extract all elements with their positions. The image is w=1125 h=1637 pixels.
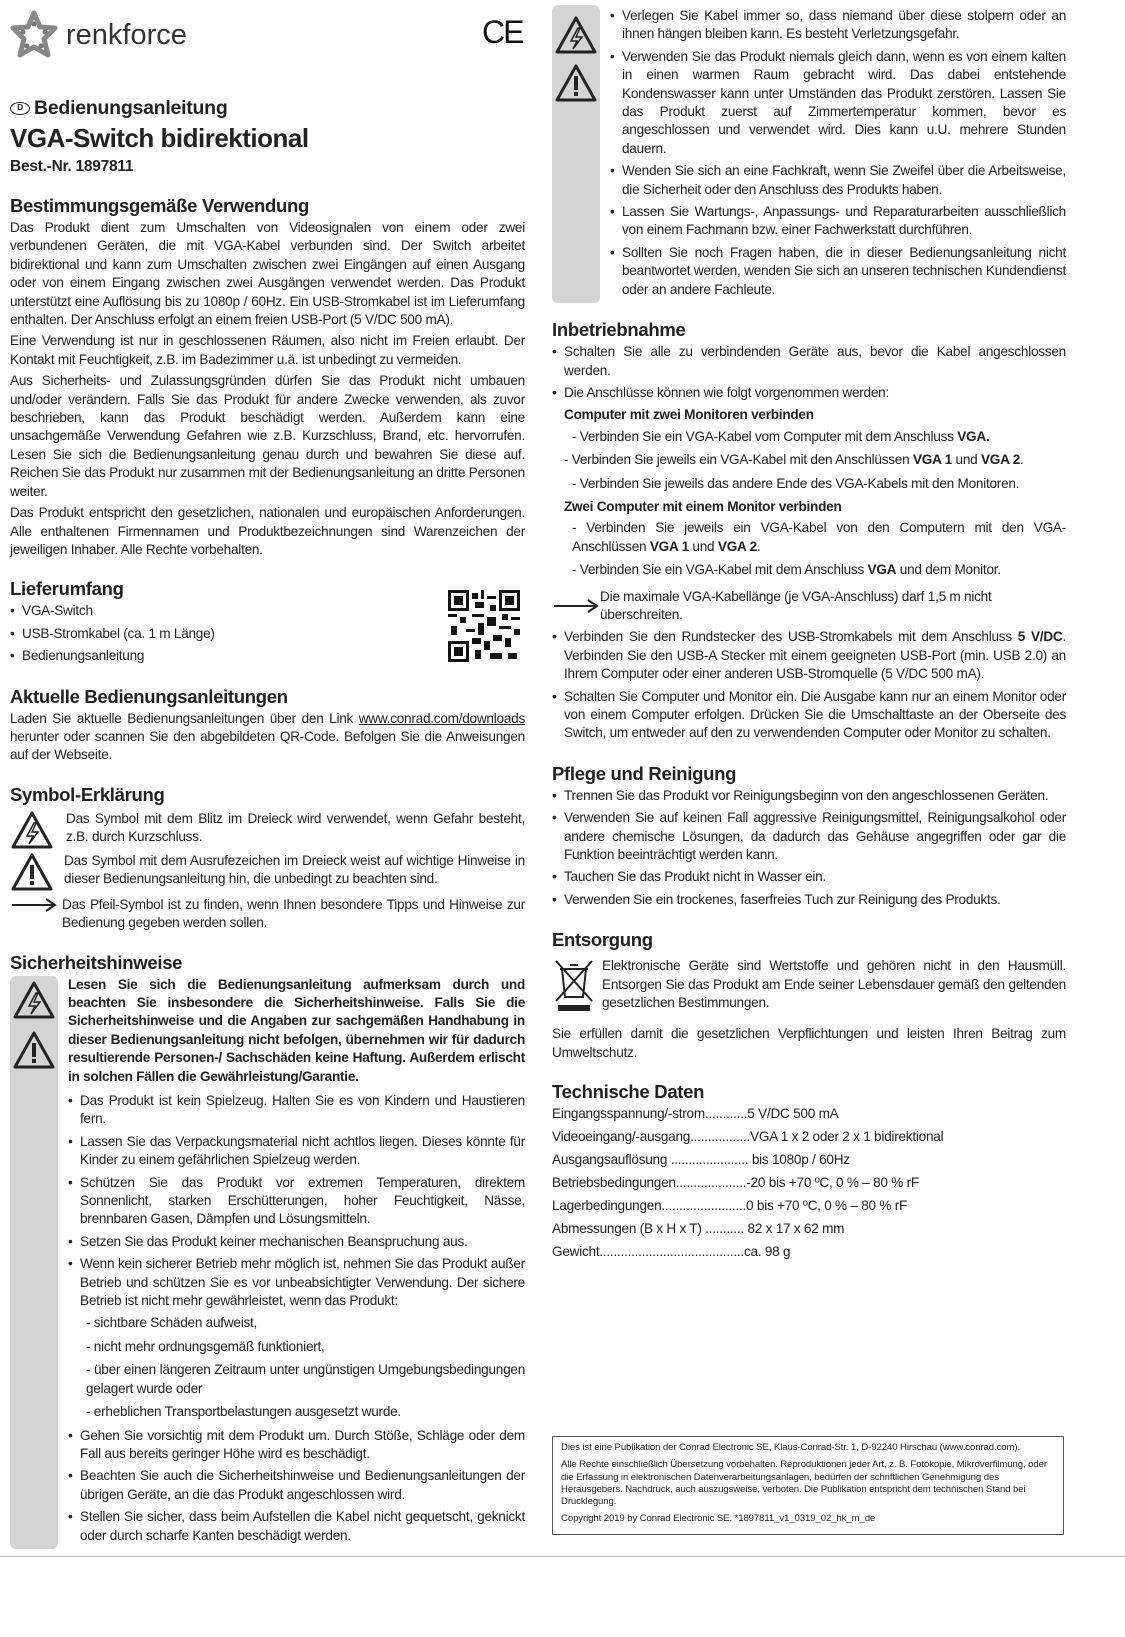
language-badge: D: [10, 102, 30, 115]
spec-row: [552, 1197, 1066, 1215]
footer-copyright: Copyright 2019 by Conrad Electronic SE. *1897811_v1_0319_02_hk_m_de: [561, 1513, 876, 1525]
port-label: VGA 1: [912, 452, 952, 468]
section-heading: Pflege und Reinigung: [552, 762, 737, 784]
tip: [552, 588, 1066, 625]
section-heading: Inbetriebnahme: [552, 319, 686, 341]
spec-value: VGA 1 x 2 oder 2 x 1 bidirektional: [750, 1129, 944, 1145]
section-symbols: [10, 784, 525, 936]
section-delivery: [10, 578, 525, 669]
text: - Verbinden Sie ein VGA-Kabel mit dem Anschluss: [572, 562, 868, 578]
section-heading: Sicherheitshinweise: [10, 951, 183, 973]
symbol-item: [10, 896, 525, 936]
order-number: Best.-Nr. 1897811: [10, 158, 134, 175]
tip-text: Die maximale VGA-Kabellänge (je VGA-Anschluss) darf 1,5 m nicht überschreiten.: [600, 588, 992, 622]
paragraph: [10, 710, 525, 765]
spec-value: -20 bis +70 ºC, 0 % – 80 % rF: [746, 1175, 919, 1191]
renkforce-star-icon: [10, 10, 58, 60]
section-heading: Symbol-Erklärung: [10, 783, 165, 805]
downloads-link[interactable]: www.conrad.com/downloads: [358, 710, 525, 726]
text: . Verbinden Sie den USB-A Stecker mit einem geeigneten USB-Port (min. USB 2.0) an Ihrem Computer oder einer anderen USB-Stromquelle (5 V/DC 500 mA).: [564, 629, 1066, 682]
list-item: - erheblichen Transportbelastungen ausgesetzt wurde.: [86, 1404, 401, 1420]
text: und dem Monitor.: [896, 562, 1001, 578]
exclamation-warning-icon: [12, 1030, 56, 1070]
list-item: • Schalten Sie Computer und Monitor ein. Die Ausgabe kann nur an einem Monitor oder von einem Computer erfolgen. Drücken Sie die Umschalttaste an der Oberseite des Switch, um entweder auf den zu verwendenden Computer oder Monitor zu schalten.: [552, 688, 1066, 743]
right-column: [552, 5, 1066, 1266]
spec-row: [552, 1243, 1066, 1261]
list-item: [552, 628, 1066, 683]
list-item: • Lassen Sie Wartungs-, Anpassungs- und Reparaturarbeiten ausschließlich von einem Fachmann bzw. einer Fachwerkstatt durchführen.: [610, 203, 1066, 240]
footer-line: Dies ist eine Publikation der Conrad Electronic SE, Klaus-Conrad-Str. 1, D-92240 Hirschau (www.conrad.com).: [561, 1442, 1021, 1453]
text: - Verbinden Sie jeweils ein VGA-Kabel von den Computern mit den VGA-Anschlüssen: [572, 520, 1066, 554]
list-item: • Verwenden Sie auf keinen Fall aggressive Reinigungsmittel, Reinigungsalkohol oder andere chemische Lösungen, da dadurch das Gehäuse angegriffen oder gar die Funktion beeinträchtigt werden kann.: [552, 809, 1066, 864]
list-item: • Verwenden Sie ein trockenes, faserfreies Tuch zur Reinigung des Produkts.: [552, 891, 1066, 909]
port-label: VGA.: [957, 428, 990, 444]
list-item: • Das Produkt ist kein Spielzeug. Halten Sie es von Kindern und Haustieren fern.: [68, 1092, 525, 1129]
brand-logo: [10, 10, 187, 60]
list-item: • Trennen Sie das Produkt vor Reinigungsbeginn von den angeschlossenen Geräten.: [552, 787, 1066, 805]
spec-value: 5 V/DC 500 mA: [747, 1106, 839, 1122]
spec-row: [552, 1151, 1066, 1169]
paragraph: Das Produkt entspricht den gesetzlichen, nationalen und europäischen Anforderungen. Alle enthaltenen Firmennamen und Produktbezeichnungen sind Warenzeichen der jeweiligen Inhaber. Alle Rechte vorbehalten.: [10, 505, 525, 557]
lightning-warning-icon: [12, 980, 56, 1020]
text: - Verbinden Sie ein VGA-Kabel vom Computer mit dem Anschluss: [572, 428, 958, 444]
step: [552, 428, 1066, 446]
lightning-warning-icon: [10, 810, 54, 850]
page-bottom-rule: [0, 1556, 1125, 1557]
publisher-footer: [552, 1436, 1064, 1535]
text: .: [756, 538, 761, 554]
port-label: VGA: [867, 562, 897, 578]
section-safety-continued: [552, 5, 1066, 303]
list-item: • Verwenden Sie das Produkt niemals gleich dann, wenn es von einem kalten in einen warmen Raum gebracht wird. Das dabei entstehende Kondenswasser kann unter Umständen das Produkt zerstören. Lassen Sie das Produkt zuerst auf Zimmertemperatur kommen, bevor es angeschlossen und verwendet wird. Dies kann u.U. mehrere Stunden dauern.: [610, 48, 1066, 158]
spec-value: ca. 98 g: [743, 1244, 791, 1260]
list-item: • Tauchen Sie das Produkt nicht in Wasser ein.: [552, 868, 1066, 886]
safety-content: [68, 976, 525, 1549]
list-item: • Sollten Sie noch Fragen haben, die in dieser Bedienungsanleitung nicht beantwortet werden, wenden Sie sich an unseren technischen Kundendienst oder an andere Fachleute.: [610, 244, 1066, 299]
symbol-item: [10, 810, 525, 850]
list-item: • Schalten Sie alle zu verbindenden Geräte aus, bevor die Kabel angeschlossen werden.: [552, 343, 1066, 380]
list-item: • Verlegen Sie Kabel immer so, dass niemand über diese stolpern oder an ihnen hängen bleiben kann. Es besteht Verletzungsgefahr.: [610, 7, 1066, 44]
list-item: • USB-Stromkabel (ca. 1 m Länge): [10, 625, 215, 643]
step: [552, 519, 1066, 556]
list-item: • Gehen Sie vorsichtig mit dem Produkt um. Durch Stöße, Schläge oder dem Fall aus bereits geringer Höhe wird es beschädigt.: [68, 1427, 525, 1464]
spec-row: [552, 1128, 1066, 1146]
spec-row: [552, 1105, 1066, 1123]
symbol-description: Das Symbol mit dem Blitz im Dreieck wird verwendet, wenn Gefahr besteht, z.B. durch Kurzschluss.: [66, 810, 525, 845]
safety-intro: Lesen Sie sich die Bedienungsanleitung aufmerksam durch und beachten Sie insbesondere die Sicherheitshinweise. Falls Sie die Sicherheitshinweise und die Angaben zur sachgemäßen Handhabung in dieser Bedienungsanleitung nicht befolgen, übernehmen wir für dadurch resultierende Personen-/ Sachschäden keine Haftung. Außerdem erlischt in solchen Fällen die Gewährleistung/Garantie.: [68, 976, 525, 1084]
paragraph: Aus Sicherheits- und Zulassungsgründen dürfen Sie das Produkt nicht umbauen und/oder verändern. Falls Sie das Produkt für andere Zwecke verwenden, als zuvor beschrieben, kann das Produkt beschädigt werden. Außerdem kann eine unsachgemäße Verwendung Gefahren wie z.B. Kurzschluss, Brand, etc. hervorrufen. Lesen Sie sich die Bedienungsanleitung genau durch und bewahren Sie diese auf. Reichen Sie das Produkt nur zusammen mit der Bedienungsanleitung an dritte Personen weiter.: [10, 373, 525, 499]
list-item: • Beachten Sie auch die Sicherheitshinweise und Bedienungsanleitungen der übrigen Geräte, an die das Produkt angeschlossen wird.: [68, 1467, 525, 1504]
spec-value: bis 1080p / 60Hz: [748, 1152, 850, 1168]
list-item: • Schützen Sie das Produkt vor extremen Temperaturen, direktem Sonnenlicht, starken Erschütterungen, hoher Feuchtigkeit, Nässe, brennbaren Gasen, Dämpfen und Lösungsmitteln.: [68, 1174, 525, 1229]
list-item: • Lassen Sie das Verpackungsmaterial nicht achtlos liegen. Dieses könnte für Kinder zu einem gefährlichen Spielzeug werden.: [68, 1133, 525, 1170]
arrow-tip-icon: [10, 896, 58, 914]
section-manuals: [10, 686, 525, 768]
exclamation-warning-icon: [10, 852, 54, 892]
text: und: [688, 538, 718, 554]
list-item: - nicht mehr ordnungsgemäß funktioniert,: [86, 1338, 325, 1354]
section-safety: [10, 952, 525, 1549]
exclamation-warning-icon: [554, 63, 598, 103]
spec-label: Gewicht.........................................: [552, 1244, 744, 1260]
port-label: VGA 2: [980, 452, 1021, 468]
paragraph: Das Produkt dient zum Umschalten von Videosignalen von einem oder zwei verbundenen Geräten, die mit VGA-Kabel verbunden sind. Der Switch arbeitet bidirektional und kann zum Umschalten zwischen zwei Eingängen auf einen Ausgang oder von einem Eingang zwischen zwei Ausgängen verwendet werden. Das Produkt unterstützt eine Auflösung bis zu 1080p / 60Hz. Ein USB-Stromkabel ist im Lieferumfang enthalten. Der Anschluss erfolgt an einem freien USB-Port (5 V/DC 500 mA).: [10, 220, 525, 328]
port-label: 5 V/DC: [1017, 629, 1063, 645]
page-title: VGA-Switch bidirektional: [10, 123, 309, 153]
section-setup: [552, 319, 1066, 747]
spec-label: Abmessungen (B x H x T) ...........: [552, 1221, 744, 1237]
brand-name: renkforce: [66, 18, 187, 51]
spec-label: Ausgangsauflösung ......................: [552, 1152, 749, 1168]
left-column: [10, 195, 525, 1549]
text: Laden Sie aktuelle Bedienungsanleitungen über den Link: [10, 710, 359, 726]
step: [552, 561, 1066, 579]
section-specs: [552, 1081, 1066, 1266]
subheading: Zwei Computer mit einem Monitor verbinden: [564, 498, 842, 514]
arrow-tip-icon: [552, 597, 600, 615]
list-item: - sichtbare Schäden aufweist,: [86, 1315, 258, 1331]
subheading: Computer mit zwei Monitoren verbinden: [564, 407, 814, 423]
list-item: • Stellen Sie sicher, dass beim Aufstellen die Kabel nicht gequetscht, geknickt oder durch scharfe Kanten beschädigt werden.: [68, 1508, 525, 1545]
section-heading: Aktuelle Bedienungsanleitungen: [10, 685, 288, 707]
text: und: [952, 452, 981, 468]
section-disposal: [552, 929, 1066, 1065]
spec-row: [552, 1174, 1066, 1192]
spec-row: [552, 1220, 1066, 1238]
section-heading: Entsorgung: [552, 929, 653, 951]
section-heading: Lieferumfang: [10, 578, 124, 600]
spec-value: 0 bis +70 ºC, 0 % – 80 % rF: [746, 1198, 908, 1214]
qr-code[interactable]: [448, 590, 520, 662]
weee-crossed-bin-icon: [552, 957, 596, 1013]
spec-label: Videoeingang/-ausgang.................: [552, 1129, 751, 1145]
disposal-note: Sie erfüllen damit die gesetzlichen Verpflichtungen und leisten Ihren Beitrag zum Umweltschutz.: [552, 1026, 1066, 1060]
symbol-description: Das Symbol mit dem Ausrufezeichen im Dreieck weist auf wichtige Hinweise in dieser Bedienungsanleitung hin, die unbedingt zu beachten sind.: [64, 852, 525, 887]
section-heading: Bestimmungsgemäße Verwendung: [10, 195, 309, 216]
lightning-warning-icon: [554, 15, 598, 55]
spec-value: 82 x 17 x 62 mm: [743, 1221, 845, 1237]
text: herunter oder scannen Sie den abgebildeten QR-Code. Befolgen Sie die Anweisungen auf der Webseite.: [10, 728, 525, 763]
spec-label: Eingangsspannung/-strom............: [552, 1106, 748, 1122]
step: [552, 451, 1066, 469]
paragraph: Eine Verwendung ist nur in geschlossenen Räumen, also nicht im Freien erlaubt. Der Kontakt mit Feuchtigkeit, z.B. im Badezimmer u.ä. ist unbedingt zu vermeiden.: [10, 333, 525, 367]
safety-side-bar-continued: [552, 5, 600, 303]
symbol-description: Das Pfeil-Symbol ist zu finden, wenn Ihnen besondere Tipps und Hinweise zur Bedienung gegeben werden sollen.: [62, 896, 525, 931]
symbol-item: [10, 852, 525, 892]
text: .: [1020, 452, 1024, 468]
list-item: • Setzen Sie das Produkt keiner mechanischen Beanspruchung aus.: [68, 1233, 525, 1251]
list-item: • Wenn kein sicherer Betrieb mehr möglich ist, nehmen Sie das Produkt außer Betrieb und schützen Sie es vor unbeabsichtigter Verwendung. Der sichere Betrieb ist nicht mehr gewährleistet, wenn das Produkt:: [68, 1255, 525, 1310]
spec-label: Lagerbedingungen........................: [552, 1198, 747, 1214]
port-label: VGA 1: [649, 538, 689, 554]
list-item: • Wenden Sie sich an eine Fachkraft, wenn Sie Zweifel über die Arbeitsweise, die Sicherheit oder den Anschluss des Produkts haben.: [610, 162, 1066, 199]
text: Verbinden Sie den Rundstecker des USB-Stromkabels mit dem Anschluss: [564, 629, 1018, 645]
safety-side-bar: [10, 976, 58, 1549]
doc-type: [10, 97, 228, 119]
step: - Verbinden Sie jeweils das andere Ende des VGA-Kabels mit den Monitoren.: [572, 475, 1020, 491]
section-intended-use: [10, 195, 525, 562]
text: - Verbinden Sie jeweils ein VGA-Kabel mit den Anschlüssen: [564, 452, 913, 468]
list-item: • VGA-Switch: [10, 602, 215, 620]
ce-mark: CE: [482, 14, 523, 50]
spec-label: Betriebsbedingungen....................: [552, 1175, 747, 1191]
section-care: [552, 763, 1066, 913]
section-heading: Technische Daten: [552, 1081, 705, 1103]
list-item: • Die Anschlüsse können wie folgt vorgenommen werden:: [552, 384, 1066, 402]
port-label: VGA 2: [717, 538, 757, 554]
list-item: • Bedienungsanleitung: [10, 647, 215, 665]
footer-line: Alle Rechte einschließlich Übersetzung vorbehalten. Reproduktionen jeder Art, z. B. Fotokopie, Mikroverfilmung, oder die Erfassung in elektronischen Datenverarbeitungsanlagen, bedürfen der schriftlichen Genehmigung des Herausgebers. Nachdruck, auch auszugsweise, verboten. Die Publikation entspricht dem technischen Stand bei Drucklegung.: [561, 1459, 1047, 1508]
list-item: - über einen längeren Zeitraum unter ungünstigen Umgebungsbedingungen gelagert wurde oder: [86, 1362, 525, 1396]
doc-type-label: Bedienungsanleitung: [34, 97, 228, 119]
disposal-text: Elektronische Geräte sind Wertstoffe und gehören nicht in den Hausmüll. Entsorgen Sie das Produkt am Ende seiner Lebensdauer gemäß den geltenden gesetzlichen Bestimmungen.: [602, 958, 1066, 1011]
